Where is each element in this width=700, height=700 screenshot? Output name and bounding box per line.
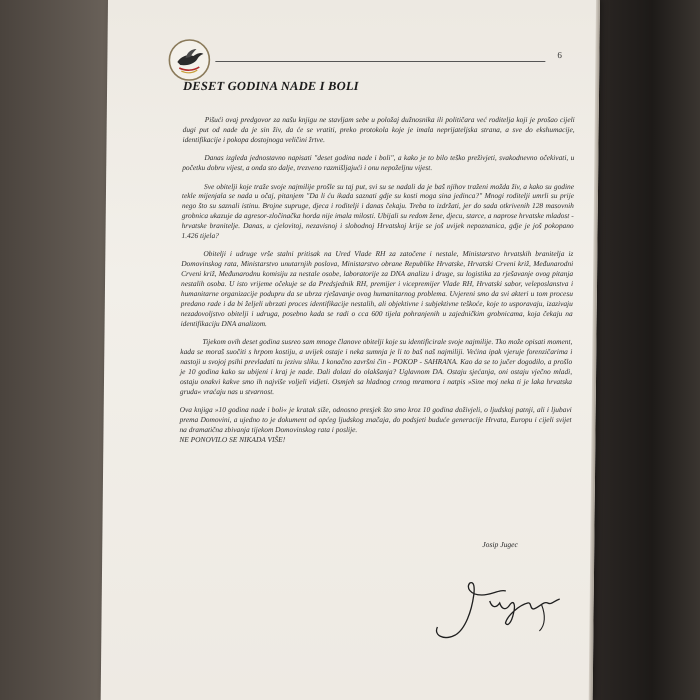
page-title: DESET GODINA NADE I BOLI <box>183 79 359 93</box>
page-number: 6 <box>557 50 562 60</box>
book-page <box>101 0 600 700</box>
paragraph-3: Sve obitelji koje traže svoje najmilije prošle su taj put, svi su se nadali da je baš njihov traženi možda živ, a kako su godine tekle mijenjala se nada u očaj, pitanjem "Da li ću ikada saznati gdje su kosti moga sina jedinca?" Mnogi roditelji umrli su prije nego što su saznali istinu. Brojne supruge, djeca i roditelji i danas čekaju. Treba to izdržati, jer do sada otkrivenih 128 masovnih grobnica ukazuje da agresor-zločinačka horda nije imala milosti. Ubijali su redom žene, djecu, starce, a naprose hrvatske mladost - hrvatske branitelje. Danas, u cjelovitoj, nezavisnoj i slobodnoj Hrvatskoj krije se još uvijek nepoznanica, gdje je još pokopano 1.426 tijela? <box>181 181 575 241</box>
header-rule <box>215 61 545 62</box>
paragraph-2: Danas izgleda jednostavno napisati "deset godina nade i boli", a kako je to bilo teško preživjeti, svakodnevno očekivati, u početku dobru vijest, a onda sto dalje, trezveno razmišljajući i onu nepoželjnu vijest. <box>182 153 575 173</box>
paragraph-5: Tijekom ovih deset godina susreo sam mnoge članove obitelji koje su identificirale svoje najmilije. Tko može opisati moment, kada se moraš suočiti s hrpom kostiju, a uvijek ostaje i neka sumnja je li to baš naš najmiliji. Većina ipak vjeruje forenzičarima i nastoji u svojoj psihi prevladati tu jezivu sliku. I konačno završni čin - POKOP - SAHRANA. Kao da se to jučer dogodilo, a prošlo je 10 godina kako su ubijeni i kraj je nade. Dali dolazi do olakšanja? Uglavnom DA. Ostaju sjećanja, oni ostaju vječno mladi, ostaju onakvi kakve smo ih najviše voljeli vidjeti. Osmjeh sa hladnog crnog mramora i natpis »Sine moj neka ti je laka hrvatska gruda« vraćaju nas u stvarnost. <box>179 337 573 396</box>
author-name: Josip Jugec <box>482 540 518 549</box>
dove-emblem-icon <box>167 38 211 82</box>
left-background <box>0 0 110 700</box>
body-text <box>179 115 574 445</box>
closing-line: NE PONOVILO SE NIKADA VIŠE! <box>179 434 286 444</box>
paragraph-1: Pišući ovaj predgovor za našu knjigu ne stavljam sebe u položaj dužnosnika ili političara već roditelja koji je prošao cijeli dugi put od nade da je sin živ, da će se vratiti, preko protokola koje je imala neprijateljska strana, a sve do ekshumacije, identifikacije i pokopa dostojnoga veličini žrtve. <box>182 115 575 144</box>
paragraph-6: Ova knjiga »10 godina nade i boli« je kratak siže, odnosno presjek što smo kroz 10 godina doživjeli, o ljudskoj patnji, ali i ljubavi prema Domovini, a ujedno to je dokument od općeg ljudskog značaja, do podsjeti buduće generacije Hrvata, Europu i cijeli svijet na dramatična zbivanja tijekom Domovinskog rata i poslije. <box>179 405 572 434</box>
handwritten-signature-icon <box>429 565 580 645</box>
paragraph-4: Obitelji i udruge vrše stalni pritisak na Ured Vlade RH za zatočene i nestale, Ministarstvo hrvatskih branitelja iz Domovinskog rata, Ministarstvo unutarnjih poslova, Ministarstvo obrane Republike Hrvatske, Hrvatski Crveni križ, Međunarodni Crveni križ, Međunarodnu komisiju za nestale osobe, laboratorije za DNA analizu i druge, su logistika za rješavanje ovog pitanja nestalih osoba. U isto vrijeme očekuje se da Predsjednik RH, premijer i vicepremijer Vlade RH, Hrvatski sabor, veleposlanstva i humanitarne organizacije podupru da se ubrza rješavanje ovog humanitarnog problema. Uvjereni smo da svi akteri u tom procesu predano rade i da bi željeli ubrzati proces identifikacije nestalih, ali objektivne i subjektivne teškoće, koje to usporavaju, izazivaju nezadovoljstvo obitelji i udruga, posebno kada se radi o cca 600 tijela pohranjenih u zajedničkim grobnicama, koja čekaju na identifikaciju DNA analizom. <box>180 249 574 328</box>
